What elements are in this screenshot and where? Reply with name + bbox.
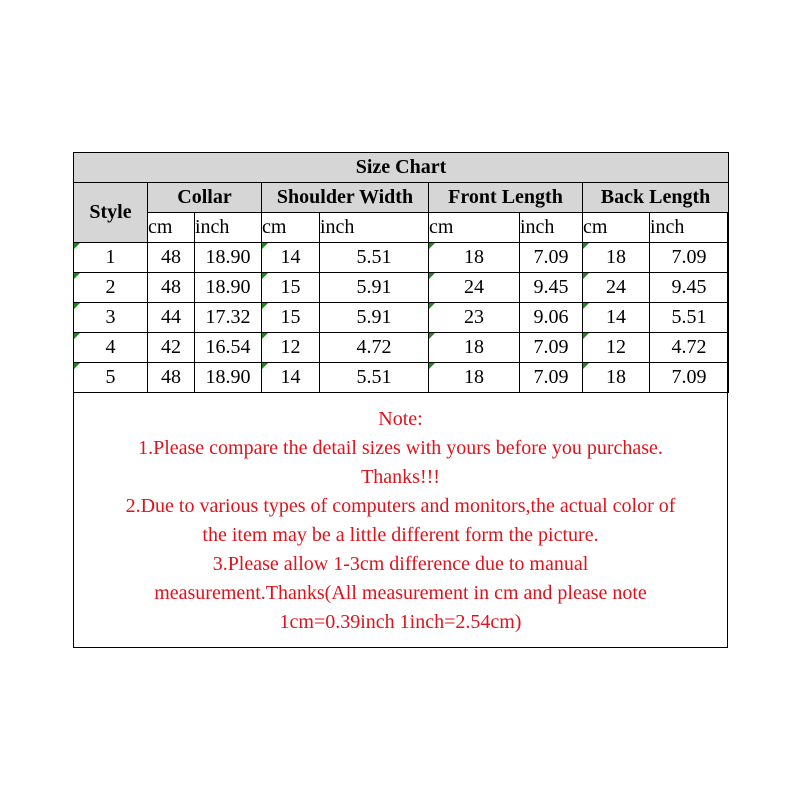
data-cell: 18 (429, 333, 520, 363)
unit-header: cm (429, 213, 520, 243)
style-cell: 5 (74, 363, 148, 393)
table-row (74, 363, 729, 393)
data-cell: 18 (429, 243, 520, 273)
note-line: the item may be a little different form the picture. (202, 524, 599, 546)
unit-header: inch (650, 213, 729, 243)
data-cell: 9.06 (520, 303, 583, 333)
data-cell: 7.09 (650, 363, 729, 393)
data-cell: 9.45 (650, 273, 729, 303)
data-cell: 18 (429, 363, 520, 393)
size-table (73, 152, 729, 393)
data-cell: 12 (262, 333, 320, 363)
data-cell: 15 (262, 303, 320, 333)
group-header-shoulder-width: Shoulder Width (262, 183, 429, 213)
data-cell: 17.32 (195, 303, 262, 333)
data-cell: 24 (583, 273, 650, 303)
note-heading: Note: (378, 408, 423, 430)
data-cell: 48 (148, 363, 195, 393)
size-chart (73, 152, 728, 648)
data-cell: 4.72 (650, 333, 729, 363)
group-header-front-length: Front Length (429, 183, 583, 213)
style-cell: 4 (74, 333, 148, 363)
data-cell: 42 (148, 333, 195, 363)
style-cell: 1 (74, 243, 148, 273)
unit-row (74, 213, 729, 243)
data-cell: 5.91 (320, 303, 429, 333)
data-cell: 18.90 (195, 273, 262, 303)
data-cell: 5.51 (650, 303, 729, 333)
data-cell: 4.72 (320, 333, 429, 363)
data-cell: 18.90 (195, 243, 262, 273)
unit-header: inch (520, 213, 583, 243)
note-line: measurement.Thanks(All measurement in cm and please note (154, 582, 647, 604)
table-row (74, 273, 729, 303)
group-header-back-length: Back Length (583, 183, 729, 213)
table-title: Size Chart (74, 153, 729, 183)
data-cell: 14 (262, 243, 320, 273)
data-cell: 7.09 (520, 333, 583, 363)
table-row (74, 303, 729, 333)
data-cell: 5.51 (320, 363, 429, 393)
data-cell: 5.51 (320, 243, 429, 273)
data-cell: 48 (148, 273, 195, 303)
table-row (74, 333, 729, 363)
unit-header: inch (195, 213, 262, 243)
data-cell: 15 (262, 273, 320, 303)
data-cell: 18.90 (195, 363, 262, 393)
data-cell: 7.09 (520, 243, 583, 273)
note-line: 2.Due to various types of computers and monitors,the actual color of (125, 495, 676, 517)
data-cell: 18 (583, 363, 650, 393)
data-cell: 14 (262, 363, 320, 393)
note-line: 3.Please allow 1-3cm difference due to manual (212, 553, 589, 575)
data-cell: 16.54 (195, 333, 262, 363)
note-line: 1.Please compare the detail sizes with yours before you purchase. (138, 437, 663, 459)
data-cell: 9.45 (520, 273, 583, 303)
data-cell: 24 (429, 273, 520, 303)
style-cell: 3 (74, 303, 148, 333)
style-header: Style (74, 183, 148, 243)
data-cell: 44 (148, 303, 195, 333)
data-cell: 7.09 (520, 363, 583, 393)
unit-header: cm (583, 213, 650, 243)
data-cell: 14 (583, 303, 650, 333)
note-line: Thanks!!! (361, 466, 440, 488)
data-cell: 12 (583, 333, 650, 363)
data-cell: 48 (148, 243, 195, 273)
unit-header: cm (262, 213, 320, 243)
group-header-collar: Collar (148, 183, 262, 213)
note-line: 1cm=0.39inch 1inch=2.54cm) (279, 611, 522, 633)
data-cell: 7.09 (650, 243, 729, 273)
data-cell: 18 (583, 243, 650, 273)
unit-header: cm (148, 213, 195, 243)
data-cell: 23 (429, 303, 520, 333)
data-cell: 5.91 (320, 273, 429, 303)
style-cell: 2 (74, 273, 148, 303)
notes-section (74, 395, 727, 647)
table-row (74, 243, 729, 273)
unit-header: inch (320, 213, 429, 243)
